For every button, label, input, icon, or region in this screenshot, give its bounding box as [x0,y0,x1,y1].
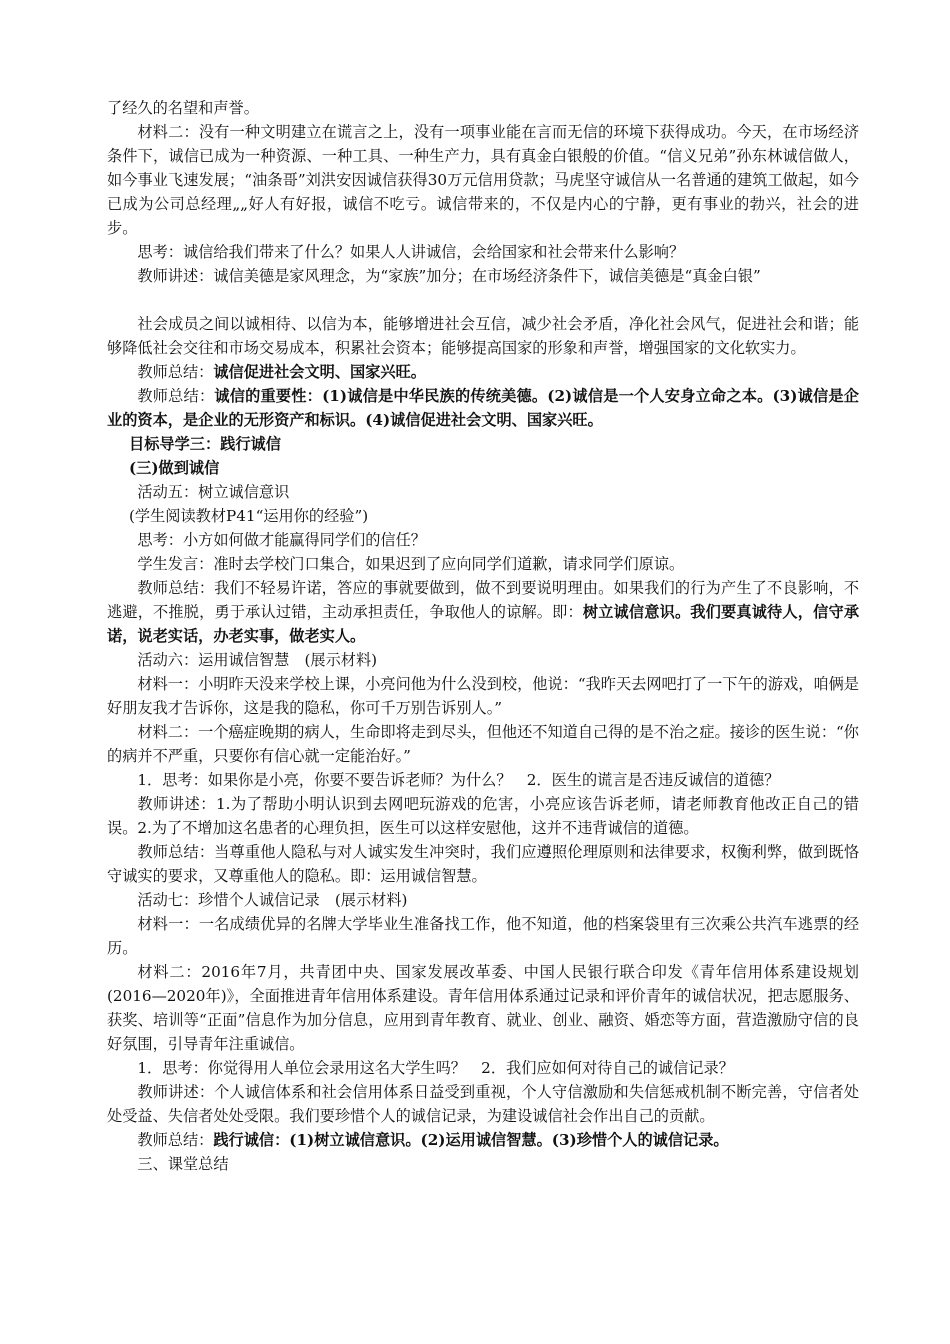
paragraph: 教师讲述：1.为了帮助小明认识到去网吧玩游戏的危害，小亮应该告诉老师，请老师教育他改正自己的错误。2.为了不增加这名患者的心理负担，医生可以这样安慰他，这并不违背诚信的道德。 [107,795,859,837]
paragraph: 教师总结：当尊重他人隐私与对人诚实发生冲突时，我们应遵照伦理原则和法律要求，权衡利弊，做到既恪守诚实的要求，又尊重他人的隐私。即：运用诚信智慧。 [107,843,859,885]
paragraph: 学生发言：准时去学校门口集合，如果迟到了应向同学们道歉，请求同学们原谅。 [137,555,685,573]
paragraph: 1．思考：你觉得用人单位会录用这名大学生吗？ 2．我们应如何对待自己的诚信记录？ [137,1059,734,1077]
paragraph: 材料二：一个癌症晚期的病人，生命即将走到尽头，但他还不知道自己得的是不治之症。接诊的医生说：“你的病并不严重，只要你有信心就一定能治好。” [107,723,859,765]
paragraph: 教师总结：践行诚信：(1)树立诚信意识。(2)运用诚信智慧。(3)珍惜个人的诚信记录。 [137,1131,729,1149]
paragraph: 思考：诚信给我们带来了什么？如果人人讲诚信，会给国家和社会带来什么影响？ [137,243,685,261]
section-heading: 三、课堂总结 [137,1155,229,1173]
paragraph: 教师总结：诚信的重要性：(1)诚信是中华民族的传统美德。(2)诚信是一个人安身立命之本。(3)诚信是企业的资本，是企业的无形资产和标识。(4)诚信促进社会文明、国家兴旺。 [107,387,859,429]
paragraph: 活动五：树立诚信意识 [137,483,290,501]
paragraph: (学生阅读教材P41“运用你的经验”) [129,507,369,525]
paragraph: 教师总结：诚信促进社会文明、国家兴旺。 [137,363,426,381]
subsection-heading: (三)做到诚信 [129,459,220,477]
paragraph: 教师讲述：个人诚信体系和社会信用体系日益受到重视，个人守信激励和失信惩戒机制不断完善，守信者处处受益、失信者处处受限。我们要珍惜个人的诚信记录，为建设诚信社会作出自己的贡献。 [107,1083,859,1125]
paragraph: 活动七：珍惜个人诚信记录 (展示材料) [137,891,408,909]
paragraph: 了经久的名望和声誉。 [107,99,259,117]
paragraph: 教师总结：我们不轻易许诺，答应的事就要做到，做不到要说明理由。如果我们的行为产生了不良影响，不逃避，不推脱，勇于承认过错，主动承担责任，争取他人的谅解。即：树立诚信意识。我们要真诚待人，信守承诺，说老实话，办老实事，做老实人。 [107,579,860,645]
document-body [107,96,859,1176]
paragraph: 材料一：一名成绩优异的名牌大学毕业生准备找工作，他不知道，他的档案袋里有三次乘公共汽车逃票的经历。 [107,915,859,957]
paragraph: 材料一：小明昨天没来学校上课，小亮问他为什么没到校，他说：“我昨天去网吧打了一下午的游戏，咱俩是好朋友我才告诉你，这是我的隐私，你可千万别告诉别人。” [107,675,859,717]
paragraph: 思考：小方如何做才能赢得同学们的信任？ [137,531,426,549]
paragraph: 教师讲述：诚信美德是家风理念，为“家族”加分；在市场经济条件下，诚信美德是“真金白银” [137,267,761,285]
paragraph: 材料二：2016年7月，共青团中央、国家发展改革委、中国人民银行联合印发《青年信用体系建设规划(2016—2020年)》，全面推进青年信用体系建设。青年信用体系通过记录和评价青年的诚信状况，把志愿服务、获奖、培训等“正面”信息作为加分信息，应用到青年教育、就业、创业、融资、婚恋等方面，营造激励守信的良好氛围，引导青年注重诚信。 [107,963,859,1053]
paragraph: 活动六：运用诚信智慧 (展示材料) [137,651,378,669]
paragraph: 社会成员之间以诚相待、以信为本，能够增进社会互信，减少社会矛盾，净化社会风气，促进社会和谐；能够降低社会交往和市场交易成本，积累社会资本；能够提高国家的形象和声誉，增强国家的文化软实力。 [107,315,859,357]
paragraph: 1．思考：如果你是小亮，你要不要告诉老师？为什么？ 2．医生的谎言是否违反诚信的道德？ [137,771,780,789]
paragraph: 材料二：没有一种文明建立在谎言之上，没有一项事业能在言而无信的环境下获得成功。今天，在市场经济条件下，诚信已成为一种资源、一种工具、一种生产力，具有真金白银般的价值。“信义兄弟”孙东林诚信做人，如今事业飞速发展；“油条哥”刘洪安因诚信获得30万元信用贷款；马虎坚守诚信从一名普通的建筑工做起，如今已成为公司总经理„„好人有好报，诚信不吃亏。诚信带来的，不仅是内心的宁静，更有事业的勃兴，社会的进步。 [107,123,859,237]
section-heading: 目标导学三：践行诚信 [129,435,281,453]
